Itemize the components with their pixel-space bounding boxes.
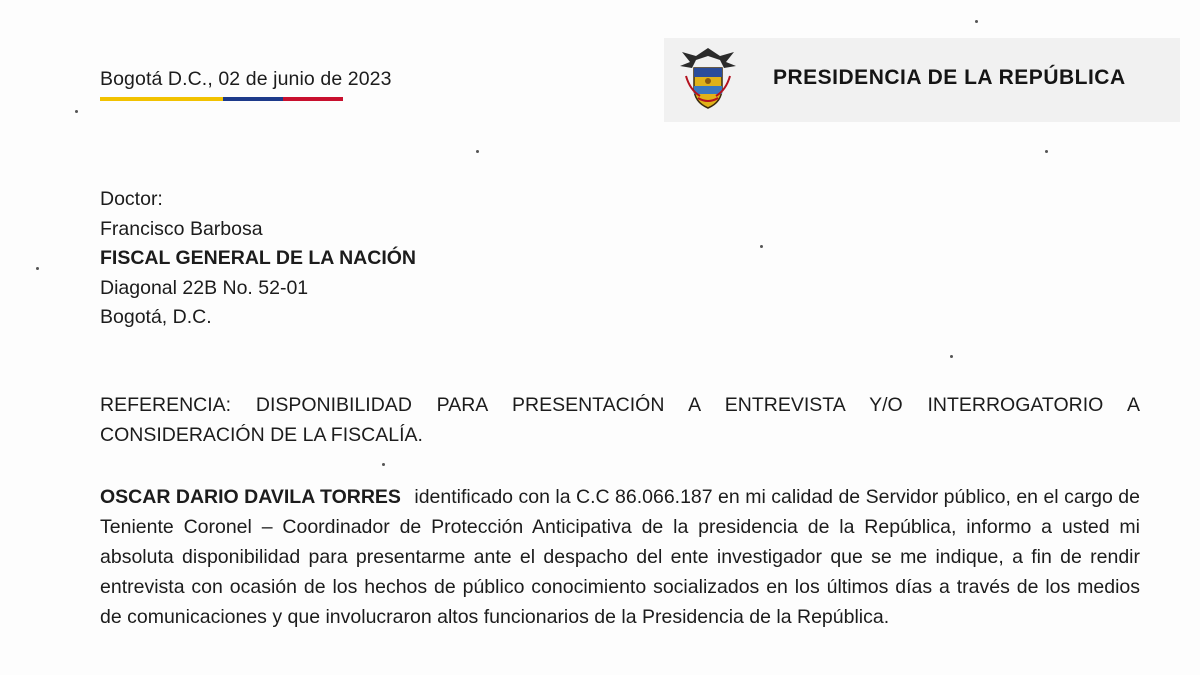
recipient-city: Bogotá, D.C. — [100, 306, 212, 328]
reference-line: REFERENCIA: DISPONIBILIDAD PARA PRESENTACIÓN A ENTREVISTA Y/O INTERROGATORIO A CONSIDERACIÓN DE LA FISCALÍA. — [100, 394, 1140, 446]
flag-stripe-yellow — [100, 97, 223, 101]
recipient-name: Francisco Barbosa — [100, 217, 263, 240]
letter-body — [100, 482, 1140, 632]
body-paragraph: identificado con la C.C 86.066.187 en mi calidad de Servidor público, en el cargo de Teniente Coronel – Coordinador de Protección Anticipativa de la presidencia de la República, informo a usted mi absoluta disponibilidad para presentarme ante el despacho del ente investigador que se me indique, a fin de rendir entrevista con ocasión de los hechos de público conocimiento socializados en los últimos días a través de los medios de comunicaciones y que involucraron altos funcionarios de la Presidencia de la República. — [100, 486, 1140, 628]
scan-speck — [36, 267, 39, 270]
scan-speck — [975, 20, 978, 23]
scan-speck — [1045, 150, 1048, 153]
flag-stripe-blue — [223, 97, 283, 101]
institution-title: PRESIDENCIA DE LA REPÚBLICA — [773, 66, 1126, 89]
flag-stripe-red — [283, 97, 343, 101]
scan-speck — [382, 463, 385, 466]
sender-name: OSCAR DARIO DAVILA TORRES — [100, 486, 401, 508]
scan-speck — [950, 355, 953, 358]
letter-date: Bogotá D.C., 02 de junio de 2023 — [100, 68, 392, 90]
scan-speck — [760, 245, 763, 248]
recipient-block — [100, 185, 416, 333]
flag-color-bar — [100, 97, 343, 101]
colombia-coat-of-arms-icon — [676, 46, 740, 112]
recipient-title: FISCAL GENERAL DE LA NACIÓN — [100, 247, 416, 269]
scan-speck — [75, 110, 78, 113]
scan-speck — [476, 150, 479, 153]
recipient-address: Diagonal 22B No. 52-01 — [100, 276, 309, 299]
recipient-salutation: Doctor: — [100, 188, 163, 210]
